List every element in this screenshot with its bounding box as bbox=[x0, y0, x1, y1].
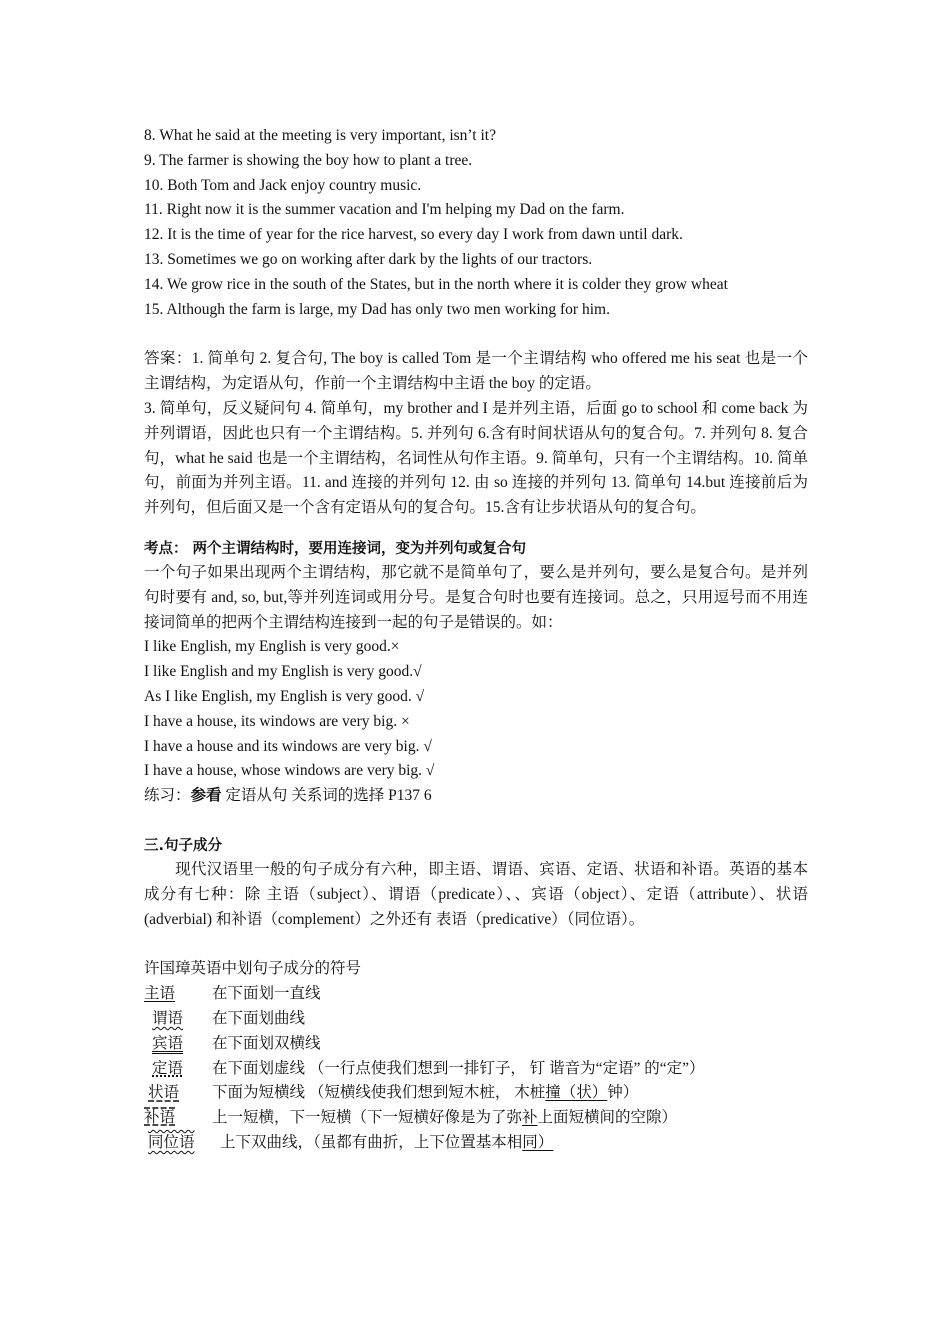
symbol-row-complement bbox=[144, 1106, 808, 1131]
desc-subject: 在下面划一直线 bbox=[212, 985, 321, 1003]
practice-prefix: 练习： bbox=[144, 787, 191, 805]
example-6: I have a house, whose windows are very big. √ bbox=[144, 762, 435, 780]
example-2: I like English and my English is very good.√ bbox=[144, 663, 422, 681]
desc-complement: 上一短横，下一短横（下一短横好像是为了弥补上面短横间的空隙） bbox=[212, 1109, 678, 1127]
sentence-12: 12. It is the time of year for the rice harvest, so every day I work from dawn until dark. bbox=[144, 226, 683, 244]
sentence-14: 14. We grow rice in the south of the States, but in the north where it is colder they grow wheat bbox=[144, 275, 728, 293]
symbol-row-adverbial bbox=[144, 1081, 808, 1106]
example-3: As I like English, my English is very good. √ bbox=[144, 687, 425, 705]
example-list bbox=[144, 635, 808, 784]
kaodian-body: 一个句子如果出现两个主谓结构，那它就不是简单句了，要么是并列句，要么是复合句。是并列句时要有 and, so, but,等并列连词或用分号。是复合句时也要有连接词。总之，只用逗号而不用连接词简单的把两个主谓结构连接到一起的句子是错误的。如： bbox=[144, 563, 808, 631]
practice-line bbox=[144, 784, 808, 809]
term-complement: 补语 bbox=[144, 1109, 176, 1127]
desc-appositive-marked: 同） bbox=[522, 1133, 554, 1151]
symbol-row-subject bbox=[144, 982, 808, 1007]
term-object: 宾语 bbox=[152, 1034, 184, 1052]
symbol-row-object bbox=[144, 1032, 808, 1057]
example-4: I have a house, its windows are very big. × bbox=[144, 712, 410, 730]
practice-rest: 定语从句 关系词的选择 P137 6 bbox=[221, 787, 432, 805]
section3-paragraph: 现代汉语里一般的句子成分有六种，即主语、谓语、宾语、定语、状语和补语。英语的基本成分有七种：除 主语（subject）、谓语（predicate）、、宾语（object）、定语（attribute）、状语(adverbial) 和补语（complement）之外还有 表语（predicative）（同位语）。 bbox=[144, 860, 808, 928]
sentence-13: 13. Sometimes we go on working after dark by the lights of our tractors. bbox=[144, 250, 593, 268]
section3-heading: 三.句子成分 bbox=[144, 837, 223, 854]
answer-paragraph-2: 3. 简单句，反义疑问句 4. 简单句，my brother and I 是并列主语，后面 go to school 和 come back 为并列谓语，因此也只有一个主谓结构。5. 并列句 6.含有时间状语从句的复合句。7. 并列句 8. 复合句，what he said 也是一个主谓结构，名词性从句作主语。9. 简单句，只有一个主谓结构。10. 简单句，前面为并列主语。11. and 连接的并列句 12. 由 so 连接的并列句 13. 简单句 14.but 连接前后为并列句，但后面又是一个含有定语从句的复合句。15.含有让步状语从句的复合句。 bbox=[144, 399, 808, 517]
document-body bbox=[144, 124, 808, 1156]
desc-object: 在下面划双横线 bbox=[212, 1034, 321, 1052]
sentence-10: 10. Both Tom and Jack enjoy country music. bbox=[144, 176, 422, 194]
sentence-11: 11. Right now it is the summer vacation and I'm helping my Dad on the farm. bbox=[144, 201, 625, 219]
sentence-15: 15. Although the farm is large, my Dad has only two men working for him. bbox=[144, 300, 610, 318]
desc-adverbial-marked: 撞（状） bbox=[545, 1084, 608, 1102]
desc-appositive: 上下双曲线，（虽都有曲折，上下位置基本相同） bbox=[220, 1133, 554, 1151]
symbol-row-attribute bbox=[144, 1057, 808, 1082]
symbol-table bbox=[144, 982, 808, 1156]
term-subject: 主语 bbox=[144, 985, 176, 1003]
term-predicate: 谓语 bbox=[152, 1009, 184, 1027]
term-attribute: 定语 bbox=[152, 1059, 184, 1077]
kaodian-heading: 考点： 两个主谓结构时，要用连接词，变为并列句或复合句 bbox=[144, 540, 527, 557]
term-appositive: 同位语 bbox=[148, 1133, 195, 1151]
sentence-9: 9. The farmer is showing the boy how to plant a tree. bbox=[144, 151, 473, 169]
example-1: I like English, my English is very good.× bbox=[144, 638, 400, 656]
sentence-list bbox=[144, 124, 808, 322]
symbol-row-predicate bbox=[144, 1007, 808, 1032]
symbol-row-appositive bbox=[144, 1131, 808, 1156]
answer-paragraph-1: 答案：1. 简单句 2. 复合句, The boy is called Tom 是一个主谓结构 who offered me his seat 也是一个主谓结构，为定语从句，作前一个主谓结构中主语 the boy 的定语。 bbox=[144, 350, 808, 393]
term-adverbial: 状语 bbox=[148, 1084, 180, 1102]
symbols-title: 许国璋英语中划句子成分的符号 bbox=[144, 960, 362, 978]
desc-complement-marked: 补 bbox=[522, 1109, 538, 1127]
practice-bold: 参看 bbox=[190, 787, 222, 805]
sentence-8: 8. What he said at the meeting is very important, isn’t it? bbox=[144, 127, 496, 144]
desc-adverbial: 下面为短横线 （短横线使我们想到短木桩， 木桩撞（状）钟） bbox=[212, 1084, 639, 1102]
desc-attribute: 在下面划虚线 （一行点使我们想到一排钉子， 钉 谐音为“定语” 的“定”） bbox=[212, 1059, 705, 1077]
desc-predicate: 在下面划曲线 bbox=[212, 1009, 306, 1027]
example-5: I have a house and its windows are very big. √ bbox=[144, 737, 432, 755]
